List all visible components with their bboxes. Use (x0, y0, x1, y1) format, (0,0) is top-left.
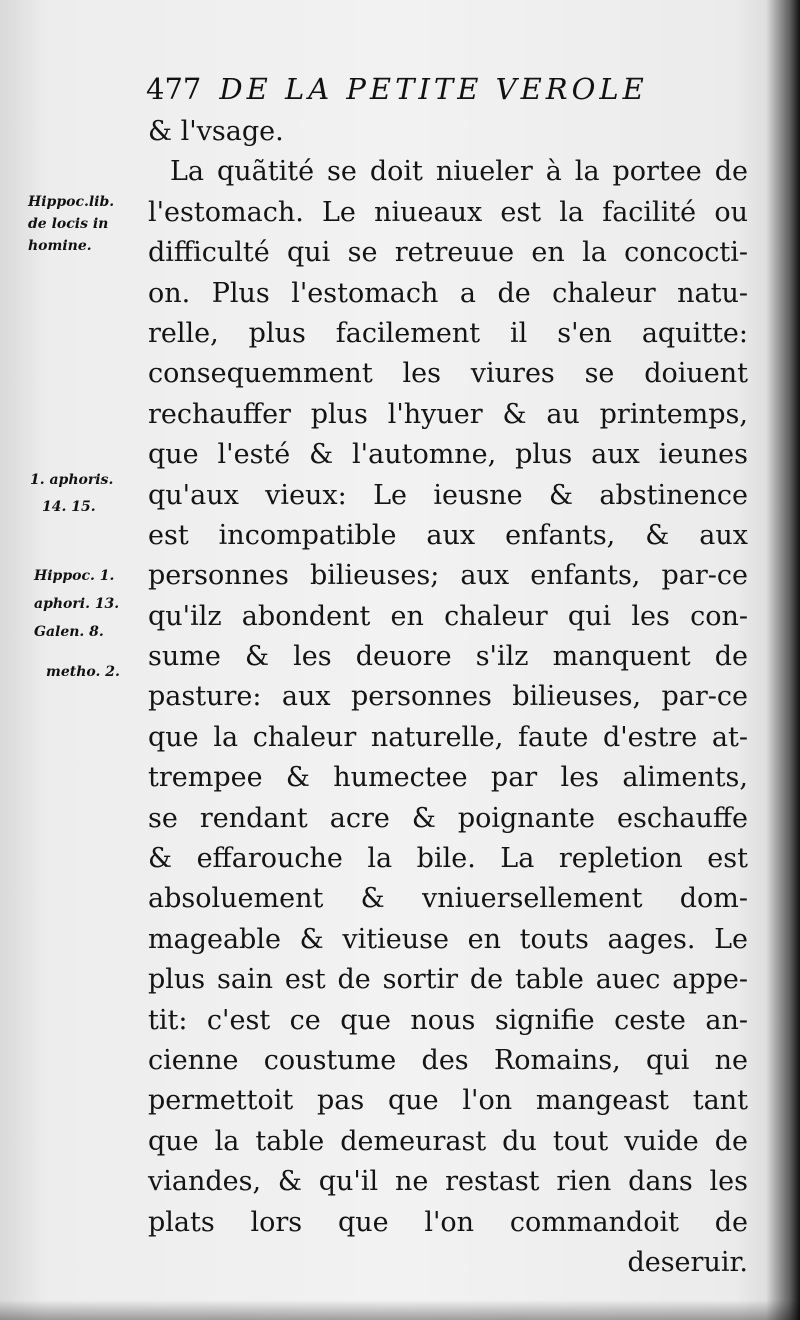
text-line: plats lors que l'on commandoit de (148, 1206, 748, 1238)
margin-note: metho. 2. (46, 664, 120, 680)
text-line: se rendant acre & poignante eschauffe (148, 802, 748, 834)
text-line: pasture: aux personnes bilieuses, par-ce (148, 681, 748, 713)
margin-note: 1. aphoris. (30, 472, 114, 488)
text-line: permettoit pas que l'on mangeast tant (148, 1085, 748, 1117)
text-line: plus sain est de sortir de table auec appe- (148, 964, 748, 996)
text-line: est incompatible aux enfants, & aux (148, 519, 748, 551)
text-line: mageable & vitieuse en touts aages. Le (148, 923, 748, 955)
text-line: viandes, & qu'il ne restast rien dans les (148, 1166, 748, 1198)
running-title: DE LA PETITE VEROLE (219, 72, 648, 106)
margin-note: Hippoc. 1. (34, 568, 115, 584)
body-text (148, 112, 748, 1283)
margin-note: Galen. 8. (34, 624, 104, 640)
margin-note: aphori. 13. (34, 596, 120, 612)
text-line: consequemment les viures se doiuent (148, 358, 748, 390)
text-line: & effarouche la bile. La repletion est (148, 843, 748, 875)
text-line: on. Plus l'estomach a de chaleur natu- (148, 277, 748, 309)
text-line: absoluement & vniuersellement dom- (148, 883, 748, 915)
text-line: & l'vsage. (148, 116, 284, 147)
running-header (146, 72, 648, 106)
page-edge-shadow (766, 0, 800, 1320)
text-line: l'estomach. Le niueaux est la facilité ou (148, 196, 748, 228)
text-line: que l'esté & l'automne, plus aux ieunes (148, 439, 748, 471)
margin-note: de locis in (28, 216, 109, 232)
text-line: trempee & humectee par les aliments, (148, 762, 748, 794)
text-line: deseruir. (627, 1246, 748, 1278)
page-bottom-shadow (0, 1300, 800, 1320)
text-line: rechauffer plus l'hyuer & au printemps, (148, 398, 748, 430)
margin-note: 14. 15. (42, 499, 96, 515)
text-line: personnes bilieuses; aux enfants, par-ce (148, 560, 748, 592)
page-number: 477 (146, 72, 202, 106)
margin-note: Hippoc.lib. (28, 194, 115, 210)
text-line: que la table demeurast du tout vuide de (148, 1125, 748, 1157)
text-line: relle, plus facilement il s'en aquitte: (148, 317, 748, 349)
text-line: cienne coustume des Romains, qui ne (148, 1044, 748, 1076)
text-line: difficulté qui se retreuue en la concocti- (148, 237, 748, 269)
text-line: que la chaleur naturelle, faute d'estre at- (148, 721, 748, 753)
text-line: tit: c'est ce que nous signifie ceste an- (148, 1004, 748, 1036)
text-line: La quãtité se doit niueler à la portee de (170, 156, 748, 188)
margin-note: homine. (28, 238, 92, 254)
text-line: qu'aux vieux: Le ieusne & abstinence (148, 479, 748, 511)
text-line: sume & les deuore s'ilz manquent de (148, 641, 748, 673)
text-line: qu'ilz abondent en chaleur qui les con- (148, 600, 748, 632)
